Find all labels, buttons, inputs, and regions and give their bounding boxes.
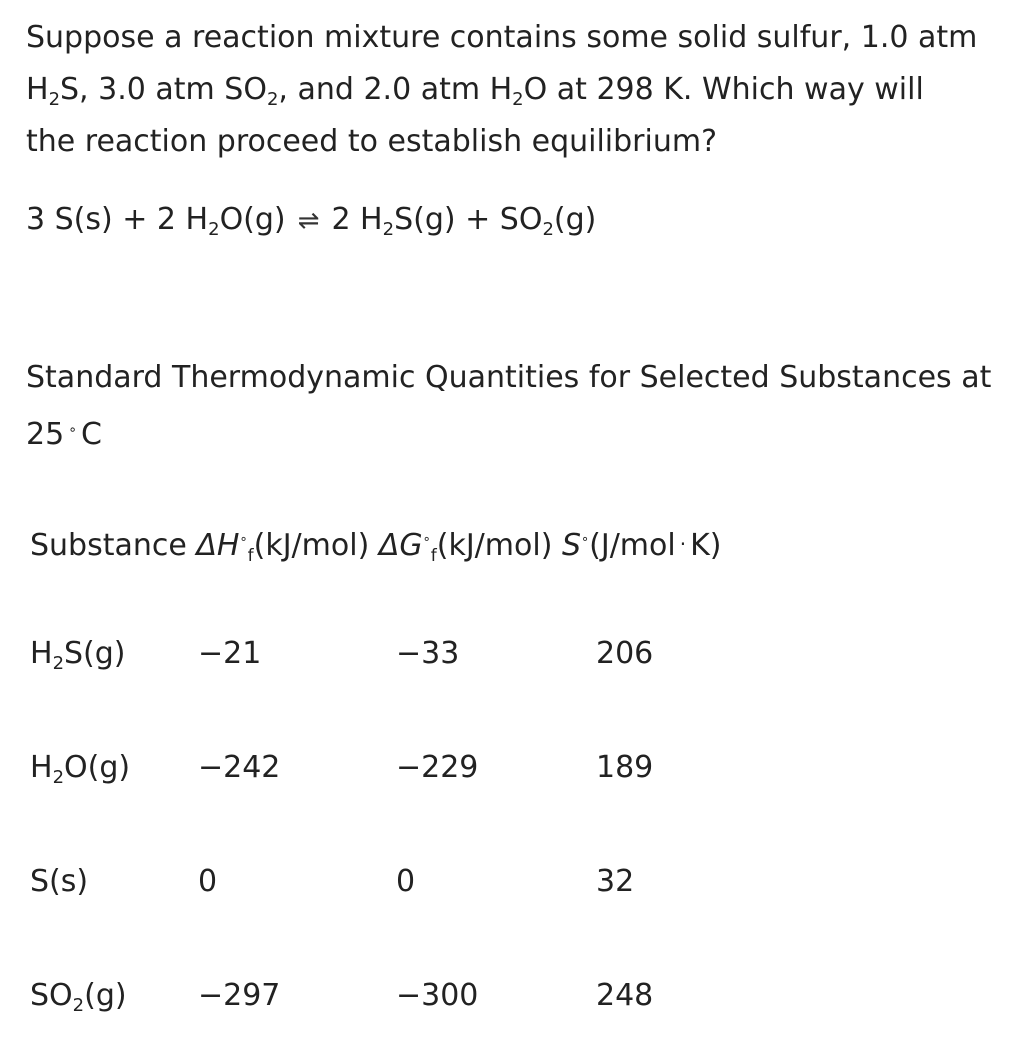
entropy-cell: 32	[596, 864, 635, 899]
reaction-equation: 3 S(s) + 2 $H_2O(g)$ ⇌ 2 $H_2S(g) + SO_2(g)$	[26, 194, 596, 247]
header-gibbs: $\Delta G^\circ_f(kJ/mol)$	[378, 528, 553, 566]
question-line-3: the reaction proceed to establish equilibrium?	[26, 124, 718, 159]
entropy-cell: 248	[596, 978, 654, 1013]
substance-cell: S(s)	[30, 864, 89, 899]
entropy-cell: 189	[596, 750, 654, 785]
question-line-2: $H_2S$, 3.0 atm $SO_2$, and 2.0 atm $H_2O$ at 298 K. Which way will	[26, 72, 924, 110]
enthalpy-cell: 0	[198, 864, 218, 899]
enthalpy-cell: −242	[198, 750, 281, 785]
question-text	[26, 12, 1006, 168]
substance-cell: $SO_2(g)$	[30, 978, 127, 1016]
substance-cell: $H_2O(g)$	[30, 750, 131, 788]
header-substance: Substance	[30, 528, 187, 563]
header-entropy: S∘(J/mol · K)	[561, 528, 722, 563]
gibbs-cell: −300	[396, 978, 479, 1013]
enthalpy-cell: −297	[198, 978, 281, 1013]
header-enthalpy: $\Delta H^\circ_f(kJ/mol)$	[196, 528, 370, 566]
equilibrium-arrow-icon: ⇌	[297, 206, 320, 236]
question-line-1: Suppose a reaction mixture contains some solid sulfur, 1.0 atm	[26, 20, 978, 55]
gibbs-cell: −229	[396, 750, 479, 785]
gibbs-cell: −33	[396, 636, 460, 671]
substance-cell: $H_2S(g)$	[30, 636, 126, 674]
table-header	[30, 518, 721, 568]
enthalpy-cell: −21	[198, 636, 262, 671]
entropy-cell: 206	[596, 636, 654, 671]
table-title: Standard Thermodynamic Quantities for Selected Substances at 25 ∘ C	[26, 360, 992, 452]
gibbs-cell: 0	[396, 864, 416, 899]
